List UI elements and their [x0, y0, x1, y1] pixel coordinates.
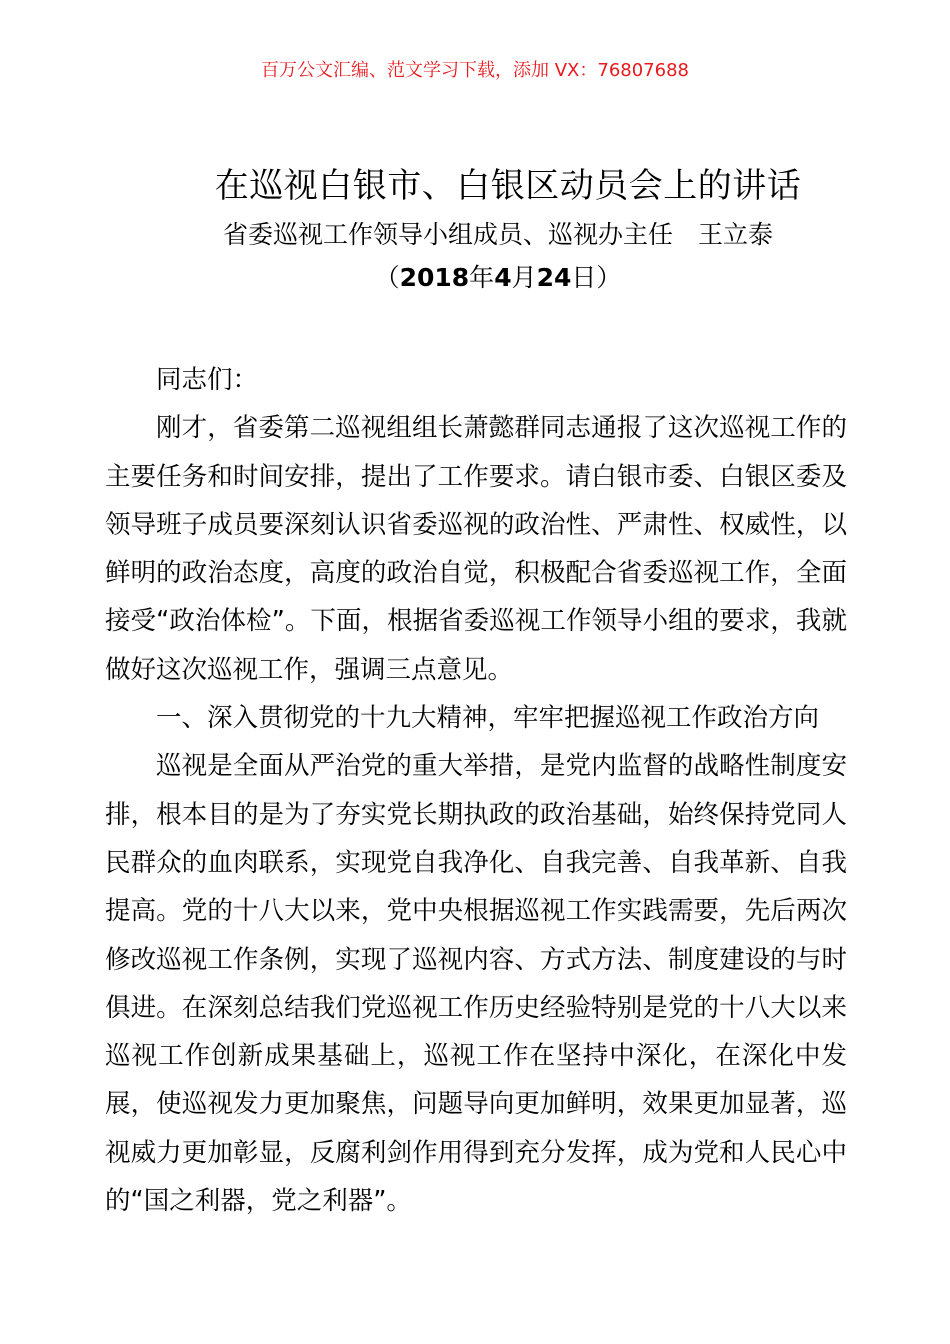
document-subtitle: 省委巡视工作领导小组成员、巡视办主任 王立泰	[222, 220, 773, 249]
date-open-paren: （	[374, 263, 400, 292]
watermark-banner: 百万公文汇编、范文学习下载，添加 VX：76807688	[261, 60, 689, 81]
section-heading: 一、深入贯彻党的十九大精神，牢牢把握巡视工作政治方向	[156, 703, 820, 734]
date-month-label: 月	[511, 263, 537, 292]
salutation: 同志们：	[156, 365, 259, 395]
body-paragraph: 刚才，省委第二巡视组组长萧懿群同志通报了这次巡视工作的主要任务和时间安排，提出了工作要求。请白银市委、白银区委及领导班子成员要深刻认识省委巡视的政治性、严肃性、权威性，以鲜明的政治态度，高度的政治自觉，积极配合省委巡视工作，全面接受“政治体检”。下面，根据省委巡视工作领导小组的要求，我就做好这次巡视工作，强调三点意见。	[105, 413, 847, 685]
document-body	[105, 356, 847, 1225]
document-date	[0, 258, 950, 294]
document-title: 在巡视白银市、白银区动员会上的讲话	[214, 166, 802, 206]
date-day: 24	[536, 263, 572, 292]
date-year: 2018	[399, 263, 470, 292]
body-paragraph: 巡视是全面从严治党的重大举措，是党内监督的战略性制度安排，根本目的是为了夯实党长期执政的政治基础，始终保持党同人民群众的血肉联系，实现党自我净化、自我完善、自我革新、自我提高。党的十八大以来，党中央根据巡视工作实践需要，先后两次修改巡视工作条例，实现了巡视内容、方式方法、制度建设的与时俱进。在深刻总结我们党巡视工作历史经验特别是党的十八大以来巡视工作创新成果基础上，巡视工作在坚持中深化，在深化中发展，使巡视发力更加聚焦，问题导向更加鲜明，效果更加显著，巡视威力更加彰显，反腐利剑作用得到充分发挥，成为党和人民心中的“国之利器，党之利器”。	[105, 751, 847, 1217]
date-year-label: 年	[469, 263, 495, 292]
date-month: 4	[494, 263, 512, 292]
date-close-paren: ）	[596, 263, 622, 292]
date-day-label: 日	[571, 263, 597, 292]
